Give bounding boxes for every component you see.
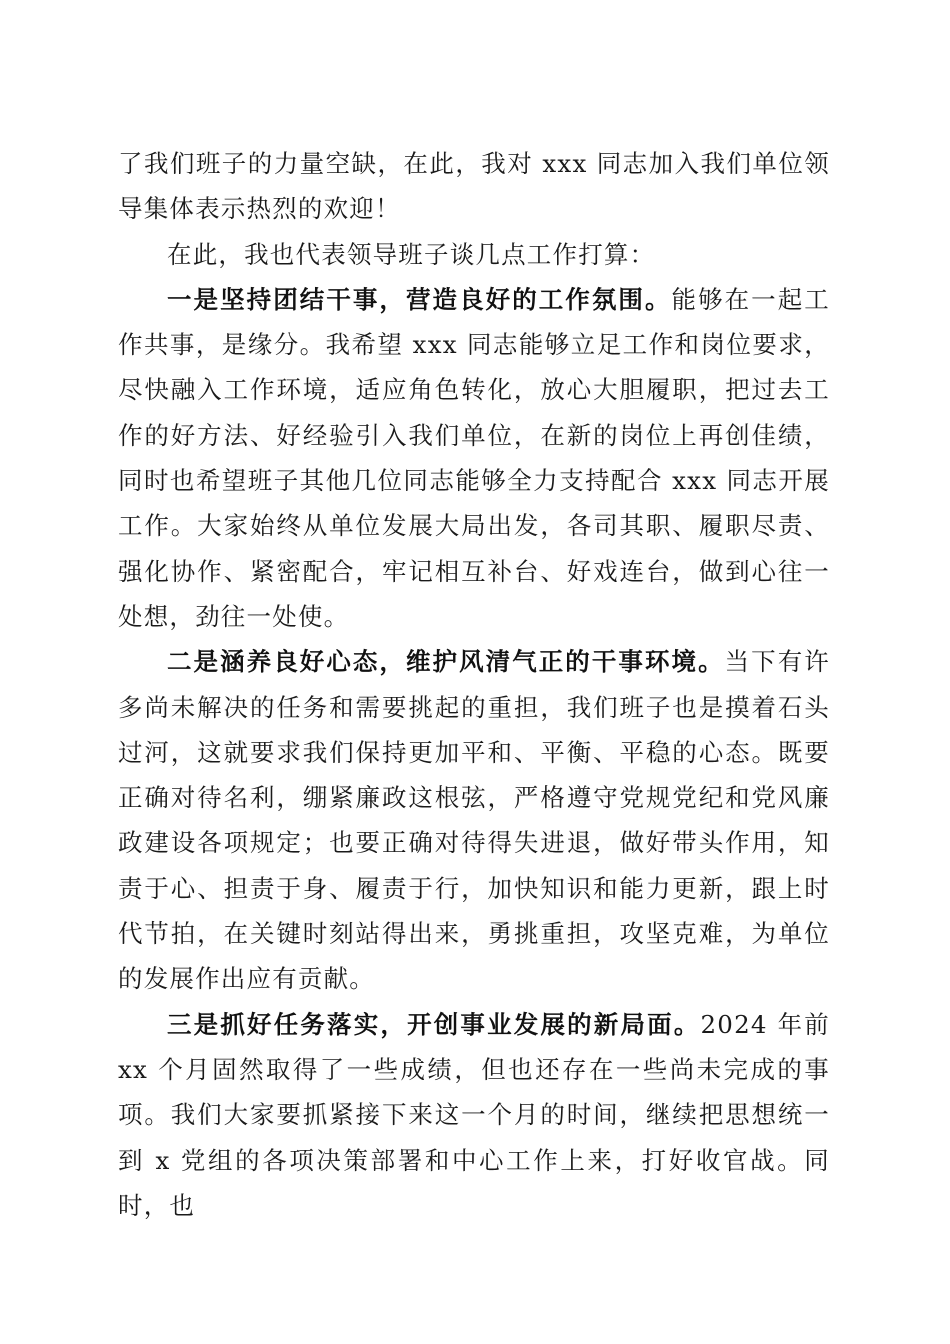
- paragraph-heading: 一是坚持团结干事，营造良好的工作氛围。: [167, 284, 672, 314]
- paragraph-text: 能够在一起工作共事，是缘分。我希望 xxx 同志能够立足工作和岗位要求，尽快融入工作环境，适应角色转化，放心大胆履职，把过去工作的好方法、好经验引入我们单位，在新的岗位上再创佳绩，同时也希望班子其他几位同志能够全力支持配合 xxx 同志开展工作。大家始终从单位发展大局出发，各司其职、履职尽责、强化协作、紧密配合，牢记相互补台、好戏连台，做到心往一处想，劲往一处使。: [118, 284, 830, 631]
- paragraph-continuation: [118, 141, 830, 232]
- paragraph-text: 在此，我也代表领导班子谈几点工作打算：: [167, 239, 656, 269]
- paragraph-point-three: [118, 1002, 830, 1228]
- paragraph-text: 了我们班子的力量空缺，在此，我对 xxx 同志加入我们单位领导集体表示热烈的欢迎！: [118, 149, 830, 224]
- paragraph-text: 当下有许多尚未解决的任务和需要挑起的重担，我们班子也是摸着石头过河，这就要求我们保持更加平和、平衡、平稳的心态。既要正确对待名利，绷紧廉政这根弦，严格遵守党规党纪和党风廉政建设各项规定；也要正确对待得失进退，做好带头作用，知责于心、担责于身、履责于行，加快知识和能力更新，跟上时代节拍，在关键时刻站得出来，勇挑重担，攻坚克难，为单位的发展作出应有贡献。: [118, 647, 830, 994]
- paragraph-point-one: [118, 277, 830, 639]
- paragraph-point-two: [118, 639, 830, 1001]
- paragraph-heading: 二是涵养良好心态，维护风清气正的干事环境。: [167, 647, 725, 677]
- paragraph-heading: 三是抓好任务落实，开创事业发展的新局面。: [167, 1009, 701, 1039]
- document-body: [118, 141, 830, 1228]
- paragraph-text: 2024 年前 xx 个月固然取得了一些成绩，但也还存在一些尚未完成的事项。我们大家要抓紧接下来这一个月的时间，继续把思想统一到 x 党组的各项决策部署和中心工作上来，打好收官战。同时，也: [118, 1009, 831, 1220]
- paragraph-intro: [118, 232, 830, 277]
